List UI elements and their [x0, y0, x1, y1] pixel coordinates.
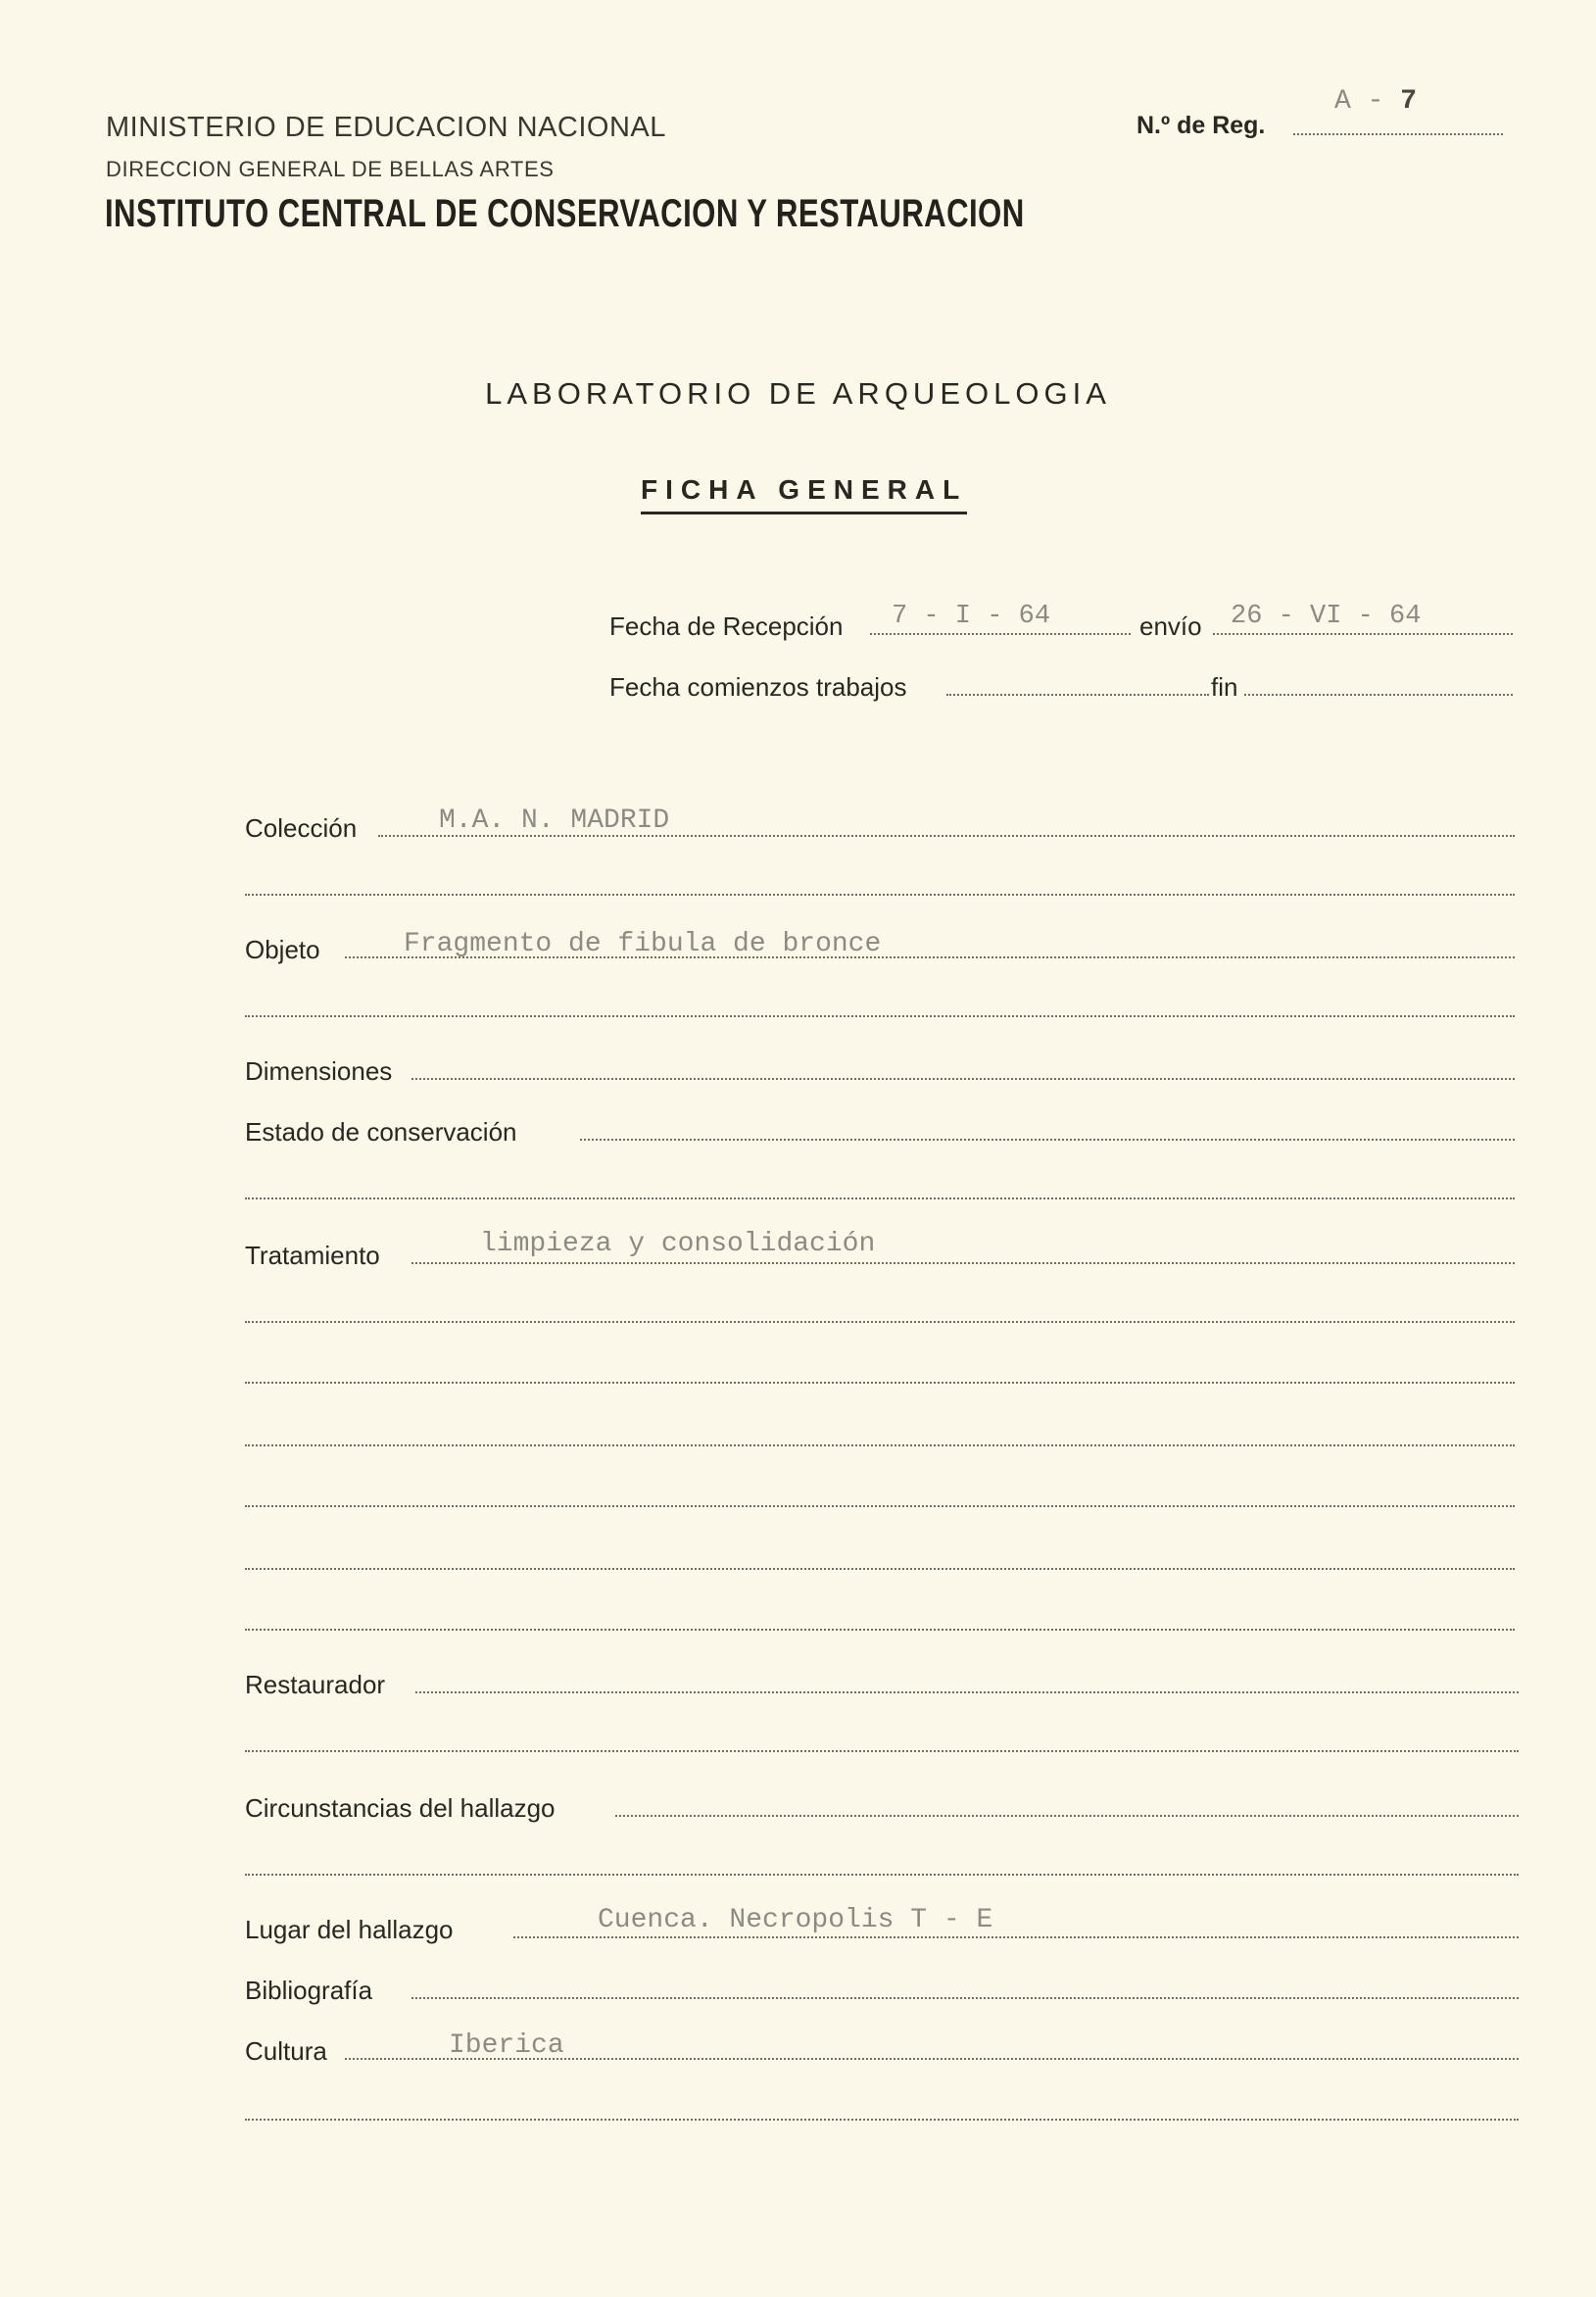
lugar-line: [513, 1936, 1519, 1938]
tratamiento-extra-line: [245, 1444, 1515, 1446]
reception-date-line: [870, 633, 1131, 635]
start-date-line: [946, 694, 1209, 696]
cultura-label: Cultura: [245, 2036, 327, 2066]
form-title: FICHA GENERAL: [641, 474, 967, 514]
end-date-line: [1244, 694, 1513, 696]
tratamiento-label: Tratamiento: [245, 1241, 380, 1270]
lugar-value[interactable]: Cuenca. Necropolis T - E: [598, 1905, 993, 1935]
direction-heading: DIRECCION GENERAL DE BELLAS ARTES: [106, 157, 555, 181]
bibliografia-line: [411, 1997, 1519, 1999]
reception-date-label: Fecha de Recepción: [609, 611, 844, 641]
circunstancias-extra-line: [245, 1874, 1519, 1876]
dimensiones-line: [411, 1078, 1515, 1080]
envio-date-line: [1213, 633, 1513, 635]
tratamiento-extra-line: [245, 1568, 1515, 1570]
tratamiento-line: [411, 1262, 1515, 1264]
coleccion-label: Colección: [245, 813, 358, 843]
envio-date-value[interactable]: 26 - VI - 64: [1231, 602, 1422, 631]
tratamiento-extra-line: [245, 1629, 1515, 1631]
estado-label: Estado de conservación: [245, 1117, 517, 1147]
start-date-label: Fecha comienzos trabajos: [609, 672, 907, 702]
circunstancias-line: [615, 1815, 1519, 1817]
estado-line: [580, 1139, 1515, 1141]
reg-number-prefix: A -: [1334, 86, 1384, 117]
reg-number-value[interactable]: [1334, 86, 1417, 117]
envio-date-label: envío: [1139, 611, 1202, 641]
tratamiento-value[interactable]: limpieza y consolidación: [480, 1229, 876, 1259]
reception-date-value[interactable]: 7 - I - 64: [892, 602, 1051, 631]
reg-number-mark: 7: [1400, 86, 1418, 117]
tratamiento-extra-line: [245, 1382, 1515, 1384]
restaurador-label: Restaurador: [245, 1670, 386, 1699]
objeto-value[interactable]: Fragmento de fibula de bronce: [404, 929, 882, 959]
estado-extra-line: [245, 1197, 1515, 1199]
reg-number-line: [1293, 133, 1503, 135]
end-date-label: fin: [1211, 672, 1238, 702]
tratamiento-extra-line: [245, 1505, 1515, 1507]
dimensiones-label: Dimensiones: [245, 1056, 393, 1086]
bibliografia-label: Bibliografía: [245, 1976, 373, 2005]
tratamiento-extra-line: [245, 1321, 1515, 1323]
coleccion-extra-line: [245, 894, 1515, 896]
ministry-heading: MINISTERIO DE EDUCACION NACIONAL: [106, 112, 666, 143]
objeto-extra-line: [245, 1015, 1515, 1017]
reg-number-label: N.º de Reg.: [1137, 112, 1266, 139]
coleccion-value[interactable]: M.A. N. MADRID: [439, 806, 670, 836]
laboratory-title: LABORATORIO DE ARQUEOLOGIA: [485, 376, 1111, 411]
circunstancias-label: Circunstancias del hallazgo: [245, 1793, 556, 1823]
institute-heading: INSTITUTO CENTRAL DE CONSERVACION Y RESTAURACION: [105, 192, 1025, 235]
lugar-label: Lugar del hallazgo: [245, 1915, 454, 1944]
cultura-value[interactable]: Iberica: [449, 2030, 564, 2061]
objeto-label: Objeto: [245, 935, 320, 964]
restaurador-extra-line: [245, 1750, 1519, 1752]
restaurador-line: [415, 1691, 1519, 1693]
cultura-extra-line: [245, 2119, 1519, 2121]
